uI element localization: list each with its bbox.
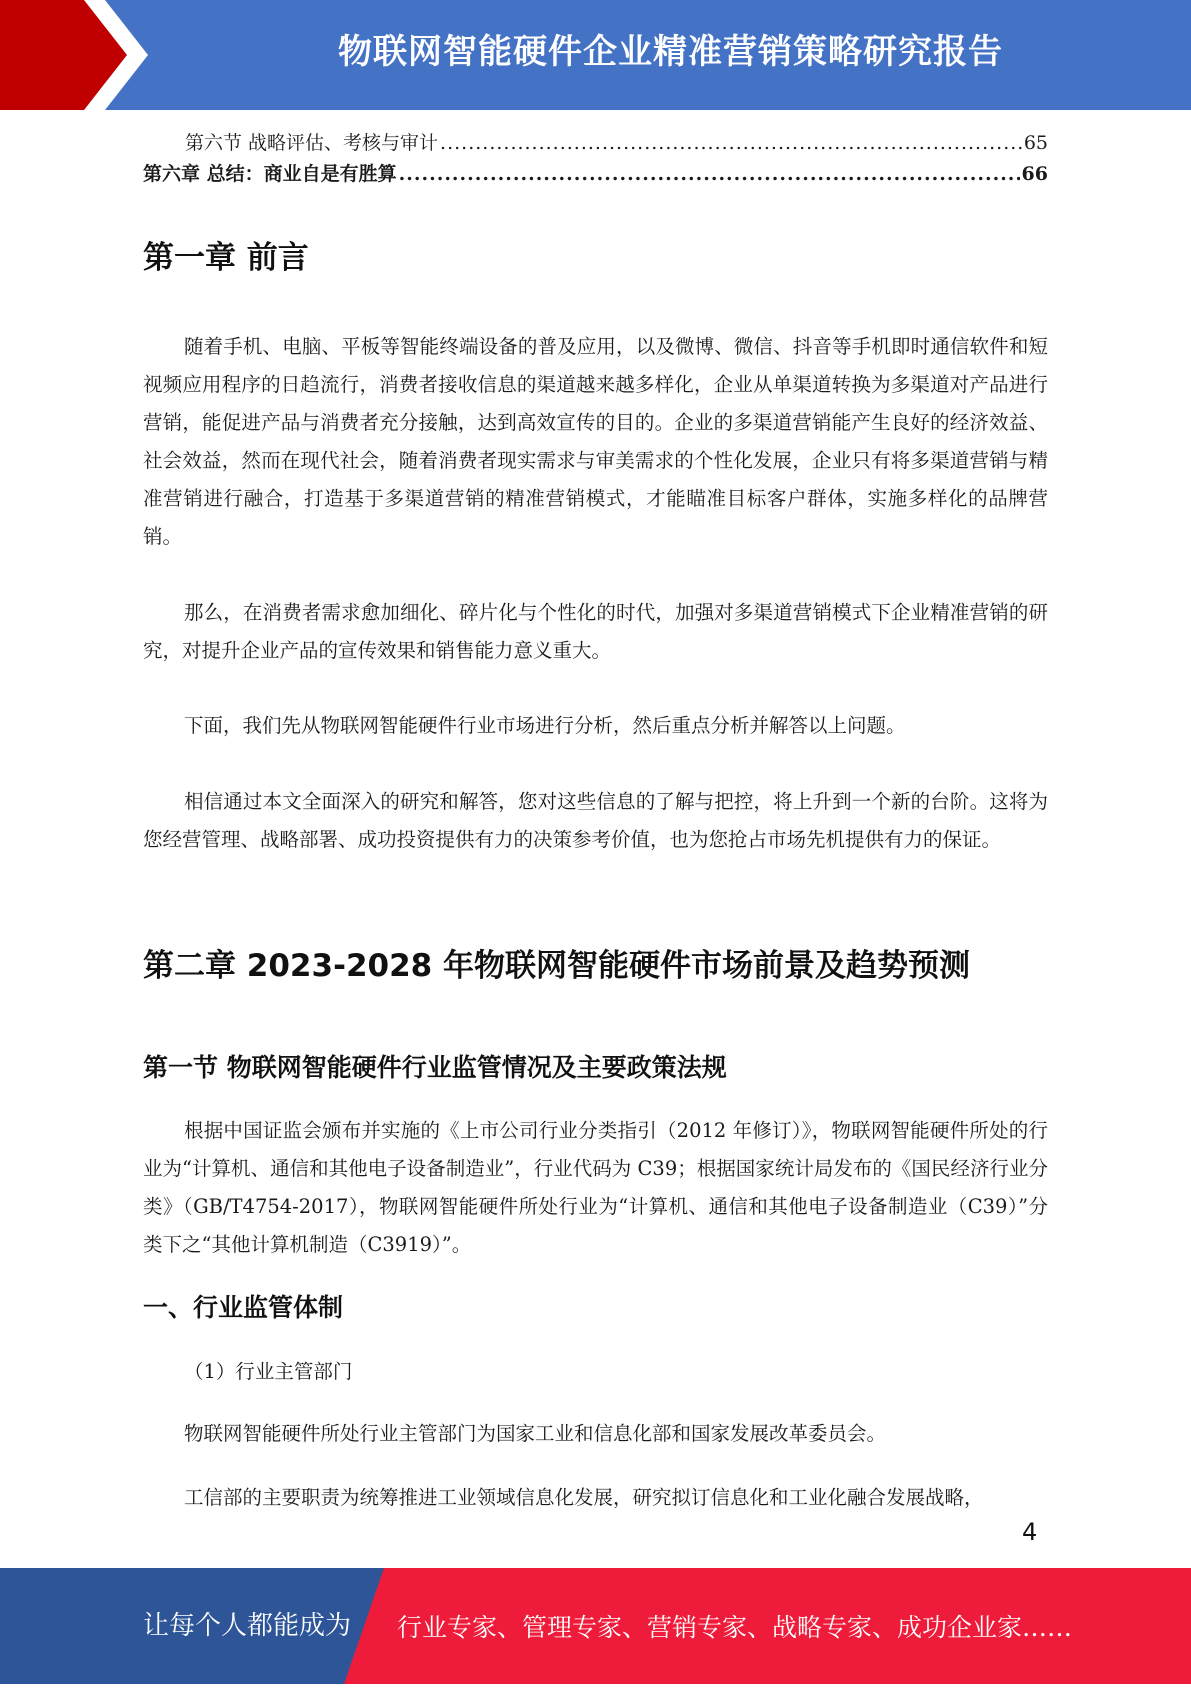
header-title: 物联网智能硬件企业精准营销策略研究报告 bbox=[338, 32, 1003, 72]
toc-entry[interactable] bbox=[143, 159, 1048, 189]
toc-entry-page: 65 bbox=[1023, 132, 1048, 154]
list-item: （1）行业主管部门 bbox=[184, 1360, 353, 1383]
footer-slogan-left: 让每个人都能成为 bbox=[143, 1611, 352, 1641]
toc-entry-page: 66 bbox=[1021, 163, 1048, 185]
body-paragraph: 物联网智能硬件所处行业主管部门为国家工业和信息化部和国家发展改革委员会。 bbox=[184, 1422, 887, 1445]
page-number: 4 bbox=[1022, 1518, 1038, 1546]
body-paragraph: 那么，在消费者需求愈加细化、碎片化与个性化的时代，加强对多渠道营销模式下企业精准营销的研究，对提升企业产品的宣传效果和销售能力意义重大。 bbox=[143, 601, 1048, 662]
toc-entry-title: 第六章 总结：商业自是有胜算 bbox=[143, 163, 397, 185]
toc-entry-title: 第六节 战略评估、考核与审计 bbox=[185, 132, 439, 154]
page-header bbox=[0, 0, 1191, 110]
subsection-title: 一、行业监管体制 bbox=[143, 1293, 344, 1322]
body-paragraph: 下面，我们先从物联网智能硬件行业市场进行分析，然后重点分析并解答以上问题。 bbox=[184, 714, 906, 737]
body-paragraph: 工信部的主要职责为统筹推进工业领域信息化发展，研究拟订信息化和工业化融合发展战略， bbox=[184, 1486, 984, 1509]
chapter-title: 第一章 前言 bbox=[143, 240, 309, 276]
page-footer bbox=[0, 1568, 1191, 1684]
footer-slogan-right: 行业专家、管理专家、营销专家、战略专家、成功企业家…… bbox=[397, 1613, 1073, 1642]
body-paragraph: 根据中国证监会颁布并实施的《上市公司行业分类指引（2012 年修订）》，物联网智能硬件所处的行业为“计算机、通信和其他电子设备制造业”，行业代码为 C39；根据国家统计局发布的《国民经济行业分类》（GB/T4754-2017），物联网智能硬件所处行业为“计算机、通信和其他电子设备制造业（C39）”分类下之“其他计算机制造（C3919）”。 bbox=[143, 1119, 1048, 1256]
chapter-title: 第二章 2023-2028 年物联网智能硬件市场前景及趋势预测 bbox=[143, 948, 971, 984]
toc-entry[interactable] bbox=[143, 128, 1048, 158]
section-title: 第一节 物联网智能硬件行业监管情况及主要政策法规 bbox=[143, 1053, 727, 1082]
body-paragraph: 相信通过本文全面深入的研究和解答，您对这些信息的了解与把控，将上升到一个新的台阶。这将为您经营管理、战略部署、成功投资提供有力的决策参考价值，也为您抢占市场先机提供有力的保证。 bbox=[143, 790, 1048, 851]
toc-leader-dots bbox=[399, 163, 1020, 185]
body-paragraph: 随着手机、电脑、平板等智能终端设备的普及应用，以及微博、微信、抖音等手机即时通信软件和短视频应用程序的日趋流行，消费者接收信息的渠道越来越多样化，企业从单渠道转换为多渠道对产品进行营销，能促进产品与消费者充分接触，达到高效宣传的目的。企业的多渠道营销能产生良好的经济效益、社会效益，然而在现代社会，随着消费者现实需求与审美需求的个性化发展，企业只有将多渠道营销与精准营销进行融合，打造基于多渠道营销的精准营销模式，才能瞄准目标客户群体，实施多样化的品牌营销。 bbox=[143, 335, 1048, 548]
toc-leader-dots bbox=[440, 132, 1022, 154]
